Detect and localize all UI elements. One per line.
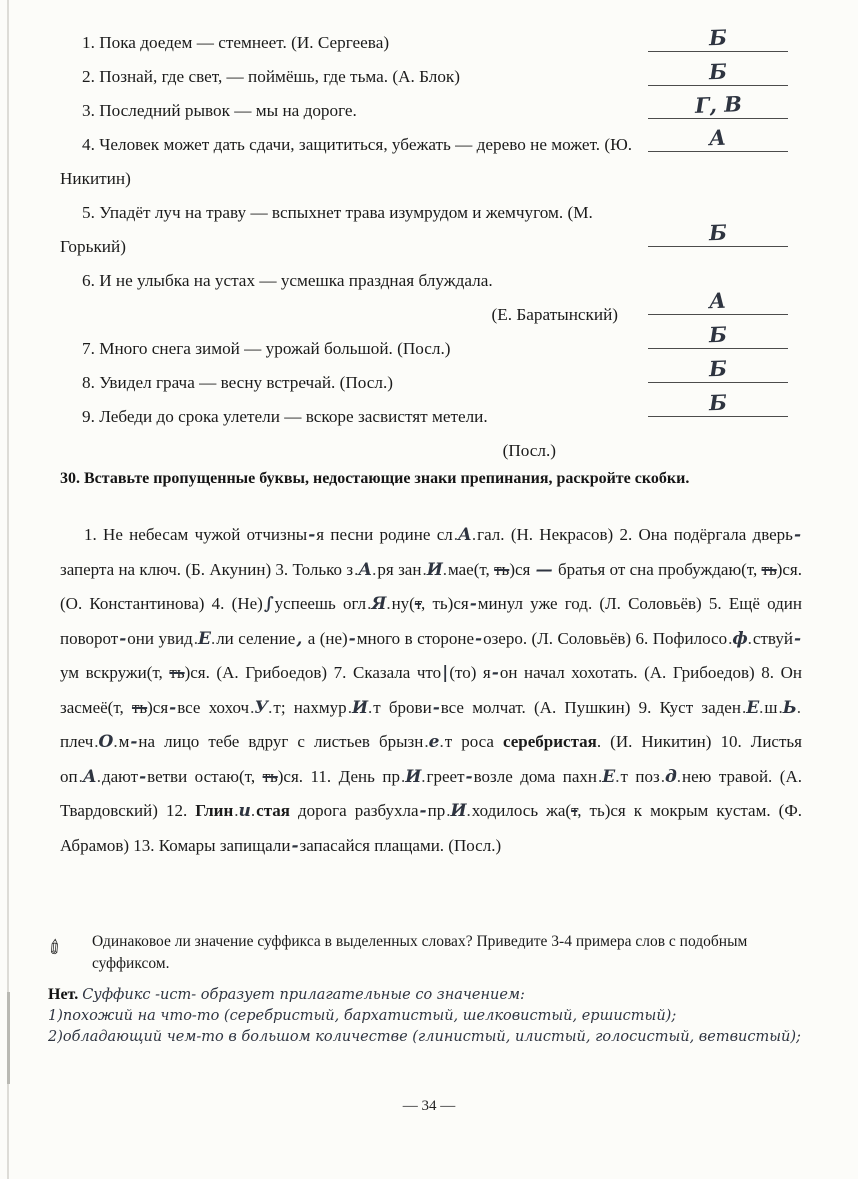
handwritten-insert: |: [442, 663, 449, 683]
print-text: возле дома пахн: [473, 766, 597, 786]
handwritten-insert: -: [469, 594, 477, 614]
attribution: (Е. Баратынский): [491, 305, 618, 324]
handwritten-insert: . Е .: [597, 767, 620, 787]
print-text: ум вскружи(т,: [60, 663, 170, 682]
print-text: я песни родине сл: [316, 525, 453, 544]
written-answer-line: 2)обладающий чем-то в большом количестве (глинистый, илистый, голосистый, ветвистый);: [48, 1029, 801, 1045]
bold-word: серебристая: [502, 732, 597, 751]
written-answer: [48, 984, 818, 1048]
handwritten-answer: Б: [708, 355, 728, 382]
handwritten-insert: -: [793, 525, 801, 545]
print-text: мае(т,: [448, 559, 495, 579]
list-item: [60, 128, 652, 196]
print-text: т роса: [444, 732, 503, 751]
handwritten-insert: . Е .: [193, 629, 216, 649]
print-text: гал. (Н. Некрасов) 2. Она подёргала дверь: [477, 525, 793, 544]
print-text: )ся: [147, 697, 169, 717]
sentence-text: 7. Много снега зимой — урожай большой. (Посл.): [82, 339, 451, 358]
print-text: , ть)ся к мокрым кустам. (Ф. Абрамов) 13. Комары запищали: [60, 801, 802, 855]
print-text: )ся. (А. Грибоедов) 7. Сказала что: [184, 663, 442, 682]
handwritten-answer: Б: [708, 24, 728, 51]
print-text: )ся. 11. День пр: [277, 766, 400, 786]
print-text: много в стороне: [356, 628, 474, 648]
handwritten-insert: -: [130, 732, 138, 752]
print-text: ветви остаю(т,: [147, 766, 263, 786]
handwritten-insert: . А .: [353, 560, 377, 580]
print-text: пр: [427, 801, 446, 820]
pen-icon: ✎: [42, 932, 70, 959]
handwritten-insert: . О .: [93, 732, 118, 752]
print-text: запасайся плащами. (Посл.): [299, 835, 502, 855]
written-answer-intro: Суффикс -ист- образует прилагательные со значением:: [82, 987, 525, 1003]
print-text: 1. Не небесам чужой отчизны: [84, 525, 308, 544]
print-text: . (И. Никитин) 10. Листья оп: [60, 732, 802, 786]
print-text: минул уже год. (Л. Соловьёв) 5. Ещё один поворот: [60, 594, 802, 648]
answer-line: [648, 85, 788, 119]
handwritten-insert: . и .: [233, 801, 256, 821]
handwritten-answer: А: [708, 124, 727, 151]
handwritten-insert: -: [475, 628, 483, 649]
struck-text: ть: [761, 559, 777, 579]
print-text: дают: [101, 766, 139, 786]
handwritten-insert: . Я .: [366, 594, 392, 614]
answer-line: [648, 383, 788, 417]
answer-line: [648, 52, 788, 86]
handwritten-answer: Б: [708, 321, 728, 348]
answer-line: [648, 213, 788, 247]
question-text: Одинаковое ли значение суффикса в выделенных словах? Приведите 3-4 примера слов с подобным суффиксом.: [92, 933, 748, 972]
list-item: [60, 332, 652, 366]
page-number: — 34 —: [402, 1098, 456, 1114]
print-text: братья от сна пробуждаю(т,: [553, 559, 762, 579]
handwritten-answer: Г, В: [694, 91, 742, 118]
print-text: заперта на ключ. (Б. Акунин) 3. Только з: [60, 559, 354, 579]
handwritten-answer: А: [708, 287, 727, 314]
print-text: все хохоч: [177, 697, 250, 717]
handwritten-insert: . У .: [249, 698, 273, 718]
handwritten-insert: . ф .: [727, 629, 753, 649]
answer-line: [648, 281, 788, 315]
print-text: они увид: [127, 628, 193, 648]
list-item: [60, 26, 652, 60]
handwritten-insert: . Ь .: [778, 698, 803, 718]
attribution: (Посл.): [502, 441, 556, 460]
list-item: [60, 264, 652, 332]
list-item: [60, 196, 652, 264]
handwritten-insert: -: [793, 628, 802, 649]
handwritten-answer: Б: [708, 58, 728, 85]
print-text: на лицо тебе вдруг с листьев брызн: [138, 732, 424, 751]
print-text: он начал хохотать. (А. Грибоедов) 8. Он засмеё(т,: [60, 663, 802, 717]
exercise-30-heading: 30. Вставьте пропущенные буквы, недостающие знаки препинания, раскройте скобки.: [60, 470, 690, 487]
struck-text: т: [571, 801, 578, 820]
print-text: т; нахмур: [273, 697, 347, 717]
handwritten-answer: Б: [708, 389, 728, 416]
handwritten-insert: ∫: [263, 594, 274, 614]
handwritten-insert: . И .: [445, 801, 472, 821]
print-text: плеч: [60, 732, 94, 751]
struck-text: ть: [169, 663, 185, 682]
print-text: )ся. (О. Константинова) 4. (Не): [60, 559, 802, 613]
handwritten-insert: . д .: [660, 767, 682, 787]
print-text: ли селение: [216, 628, 296, 648]
scan-edge-mark: [7, 992, 10, 1084]
sentence-text: 8. Увидел грача — весну встречай. (Посл.): [82, 373, 394, 392]
answer-line: [648, 315, 788, 349]
handwritten-insert: . И .: [400, 767, 427, 787]
print-text: (то) я: [449, 663, 491, 682]
print-text: успеешь огл: [274, 594, 367, 613]
bold-word: стая: [256, 801, 290, 820]
handwritten-insert: . А .: [78, 767, 102, 787]
written-answer-line: [48, 984, 818, 1006]
bold-word: Глин: [195, 801, 234, 820]
struck-text: ть: [131, 697, 148, 717]
print-text: нею травой. (А. Твардовский) 12.: [60, 766, 802, 820]
print-text: греет: [426, 766, 465, 786]
print-text: а (не): [303, 628, 348, 648]
exercise-30-text: [60, 518, 802, 863]
handwritten-answer: Б: [708, 219, 728, 246]
handwritten-insert: -: [419, 801, 427, 821]
print-text: т брови: [373, 697, 432, 717]
print-text: все молчат. (А. Пушкин) 9. Куст заден: [440, 697, 741, 717]
handwritten-insert: . И .: [347, 698, 374, 718]
print-text: ходилось жа(: [471, 801, 572, 820]
handwritten-insert: . е .: [423, 732, 444, 752]
handwritten-insert: . А .: [453, 525, 477, 545]
written-answer-lead: Нет.: [48, 986, 79, 1003]
print-text: ствуй: [752, 628, 793, 648]
print-text: , ть)ся: [421, 594, 469, 613]
handwritten-insert: . И .: [421, 560, 448, 580]
handwritten-insert: -: [308, 525, 316, 545]
written-answer-line: 1)похожий на что-то (серебристый, бархатистый, шелковистый, ершистый);: [48, 1008, 677, 1024]
sentence-list: [60, 26, 652, 468]
list-item: [60, 400, 652, 468]
sentence-text: 3. Последний рывок — мы на дороге.: [82, 101, 357, 120]
print-text: ря зан: [377, 559, 422, 579]
list-item: [60, 366, 652, 400]
print-text: )ся: [509, 559, 535, 579]
sentence-text: 1. Пока доедем — стемнеет. (И. Сергеева): [82, 33, 390, 52]
struck-text: ть: [494, 559, 510, 579]
print-text: дорога разбухла: [289, 801, 419, 820]
handwritten-insert: —: [535, 559, 553, 580]
handwritten-insert: . Е .: [741, 698, 764, 718]
answer-line: [648, 18, 788, 52]
handwritten-insert: -: [465, 766, 473, 787]
list-item: [60, 60, 652, 94]
sentence-text: 9. Лебеди до срока улетели — вскоре засвистят метели.: [82, 407, 488, 426]
struck-text: т: [414, 594, 421, 613]
answer-line: [648, 118, 788, 152]
handwritten-insert: -: [139, 766, 147, 787]
print-text: ну(: [391, 594, 415, 613]
list-item: [60, 94, 652, 128]
sentence-text: 5. Упадёт луч на траву — вспыхнет трава изумрудом и жемчугом. (М. Горький): [60, 203, 593, 256]
print-text: т поз: [620, 766, 660, 786]
handwritten-insert: -: [169, 697, 177, 718]
struck-text: ть: [262, 766, 278, 786]
handwritten-insert: -: [119, 628, 127, 649]
sentence-text: 6. И не улыбка на устах — усмешка праздная блуждала.: [82, 271, 493, 290]
print-text: озеро. (Л. Соловьёв) 6. Пофилосо: [483, 628, 728, 648]
handwritten-insert: -: [491, 663, 499, 683]
print-text: м: [118, 732, 130, 751]
print-text: ш: [764, 697, 778, 717]
handwritten-insert: -: [291, 835, 299, 856]
sentence-text: 2. Познай, где свет, — поймёшь, где тьма. (А. Блок): [82, 67, 461, 86]
sentence-text: 4. Человек может дать сдачи, защититься, убежать — дерево не может. (Ю. Никитин): [60, 135, 633, 188]
handwritten-insert: -: [432, 697, 440, 718]
handwritten-insert: -: [348, 628, 356, 649]
handwritten-insert: ,: [296, 628, 303, 649]
answer-line: [648, 349, 788, 383]
